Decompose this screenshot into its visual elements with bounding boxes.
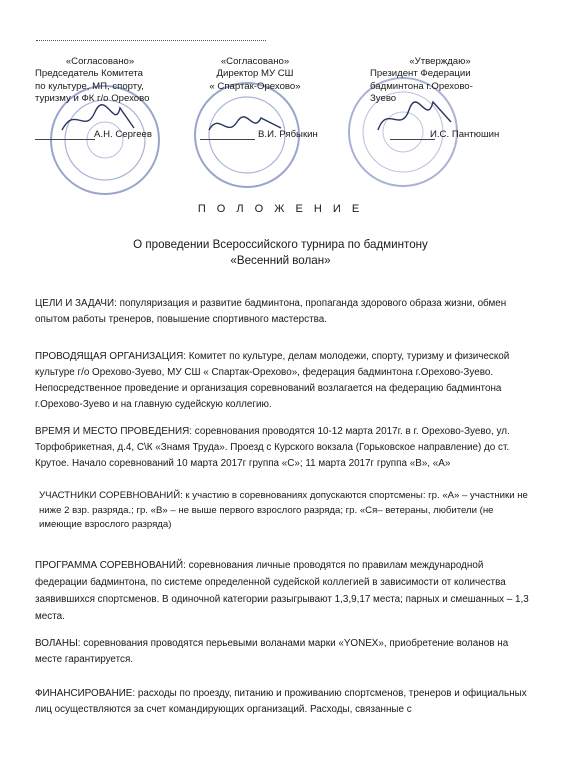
section-text: расходы по проезду, питанию и проживанию спортсменов, тренеров и официальных лиц осуществляются за счет командирующих организаций. Расходы, связанные с (35, 688, 527, 715)
section-time-place (35, 424, 535, 472)
signer-name: В.И. Рябыкин (258, 129, 318, 140)
approval-school (200, 56, 310, 93)
section-heading: ЦЕЛИ И ЗАДАЧИ: (35, 298, 117, 309)
subtitle-line: «Весенний волан» (230, 254, 331, 267)
section-text: популяризация и развитие бадминтона, пропаганда здорового образа жизни, обмен опытом работы тренеров, повышение спортивного мастерства. (35, 298, 507, 325)
document-subtitle (0, 237, 561, 269)
section-text: соревнования личные проводятся по правилам международной федерации бадминтона, по системе определенной судейской коллегией в зависимости от количества заявившихся спортсменов. В одиночной категории разыгрывают 1,3,9,17 места; парных и смешанных – 1,3 места. (35, 560, 529, 622)
section-financing (35, 686, 535, 718)
section-shuttlecocks (35, 636, 535, 668)
approval-federation (370, 56, 510, 106)
signature-line (390, 139, 435, 140)
section-heading: ПРОВОДЯЩАЯ ОРГАНИЗАЦИЯ: (35, 351, 187, 362)
section-text: Комитет по культуре, делам молодежи, спорту, туризму и физической культуре г/о Орехово-Зуево, МУ СШ « Спартак-Орехово», федерация бадминтона г.Орехово-Зуево. Непосредственное проведение и организация соревнований возлагается на федерацию бадминтона г.Орехово-Зуево и на главную судейскую коллегию. (35, 351, 510, 410)
subtitle-line: О проведении Всероссийского турнира по бадминтону (133, 238, 428, 251)
signature-line (35, 139, 95, 140)
approval-line: « Спартак-Орехово» (209, 80, 301, 92)
section-program (35, 557, 535, 625)
signer-name: И.С. Пантюшин (430, 129, 500, 140)
signature-line (200, 139, 255, 140)
approval-line: Зуево (370, 93, 397, 105)
approval-heading: «Согласовано» (65, 56, 135, 67)
section-heading: ВРЕМЯ И МЕСТО ПРОВЕДЕНИЯ: (35, 426, 193, 437)
section-organizer (35, 349, 535, 413)
section-participants (39, 489, 539, 533)
signer-name: А.Н. Сергеев (94, 129, 152, 140)
approval-heading: «Согласовано» (220, 56, 290, 67)
approval-line: Председатель Комитета (35, 68, 143, 80)
section-text: к участию в соревнованиях допускаются спортсмены: гр. «А» – участники не ниже 2 взр. разряда.; гр. «В» – не выше первого взрослого разряда; гр. «Ся– ветераны, любители (не имеющие взрослого разряда) (39, 490, 528, 530)
approval-line: Директор МУ СШ (216, 68, 294, 80)
approval-line: Президент Федерации (370, 68, 471, 80)
approval-line: по культуре, МП, спорту, (35, 80, 144, 92)
section-heading: ПРОГРАММА СОРЕВНОВАНИЙ: (35, 560, 186, 571)
approval-line: бадминтона г.Орехово- (370, 80, 473, 92)
header-dotted-line (36, 40, 266, 41)
document-title: П О Л О Ж Е Н И Е (197, 203, 364, 215)
approval-line: туризму и ФК г/о Орехово (35, 93, 150, 105)
section-text: соревнования проводятся перьевыми воланами марки «YONEX», приобретение воланов на месте гарантируется. (35, 638, 509, 665)
section-text: соревнования проводятся 10-12 марта 2017г. в г. Орехово-Зуево, ул. Торфобрикетная, д.4, С\К «Знамя Труда». Проезд с Курского вокзала (Горьковское направление) до ст. Крутое. Начало соревнований 10 марта 2017г группа «С»; 11 марта 2017г группа «В», «А» (35, 426, 510, 469)
section-heading: УЧАСТНИКИ СОРЕВНОВАНИЙ: (39, 490, 183, 501)
section-goals (35, 296, 535, 328)
section-heading: ФИНАНСИРОВАНИЕ: (35, 688, 136, 699)
approval-heading: «Утверждаю» (409, 56, 471, 67)
approval-committee (35, 56, 165, 106)
section-heading: ВОЛАНЫ: (35, 638, 81, 649)
